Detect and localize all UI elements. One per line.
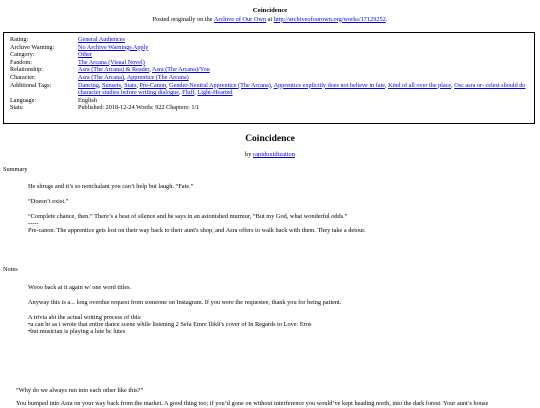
tag-link[interactable]: Pre-Canon <box>139 81 167 89</box>
body-paragraph: You bumped into Asra on your way back from the market. A good thing too; if you’d gone on without interference you would’ve kept heading north, into the dark forest. Your aunt’s house <box>16 400 489 407</box>
tag-link[interactable]: Apprentice explicitly does not believe in fate <box>273 81 385 89</box>
byline: by rapidoxidization <box>245 151 295 158</box>
tag-link[interactable]: Sunsets <box>102 81 121 89</box>
body-paragraph: “Why do we always run into each other like this?” <box>16 387 144 394</box>
summary-heading: Summary <box>3 166 28 173</box>
archive-link[interactable]: Archive of Our Own <box>213 15 267 23</box>
tag-link[interactable]: Gender-Neutral Apprentice (The Arcana) <box>169 81 271 89</box>
notes-bullet: •but musician is playing a lute bc lutes <box>28 328 126 335</box>
relationship-link[interactable]: Asra (The Arcana)/You <box>151 66 210 74</box>
meta-row-warning: Archive Warning: No Archive Warnings Apply <box>10 43 149 51</box>
meta-row-character: Character: Asra (The Arcana), Apprentice (The Arcana) <box>10 73 189 81</box>
warning-link[interactable]: No Archive Warnings Apply <box>78 43 149 51</box>
fandom-link[interactable]: The Arcana (Visual Novel) <box>78 58 145 66</box>
notes-paragraph: Anyway this is a... long overdue request from someone on Instagram. If you were the requestee, thank you for being patient. <box>28 299 342 306</box>
tag-link[interactable]: Light-Hearted <box>197 89 233 97</box>
meta-row-tags: Additional Tags: Dancing, Sunsets, Stars, Pre-Canon, Gender-Neutral Apprentice (The Arcana), Apprentice explicitly does not believe in fate, Kind of all over the place, Osc asra or- celest should do character studies before writing dialogue, Fluff, Light-Hearted <box>10 81 526 97</box>
rating-link[interactable]: General Audiences <box>78 36 125 43</box>
summary-paragraph: “Complete chance, then.” There’s a beat of silence and he says in an astonished murmur, “But my God, what wonderful odds.” <box>28 213 348 220</box>
meta-row-fandom: Fandom: The Arcana (Visual Novel) <box>10 58 145 66</box>
notes-paragraph: Wooo back at it again w/ one word titles. <box>28 284 132 291</box>
notes-heading: Notes <box>3 266 18 273</box>
category-link[interactable]: Other <box>78 51 93 59</box>
author-link[interactable]: rapidoxidization <box>253 151 295 158</box>
tag-link[interactable]: Stars <box>124 81 137 89</box>
stats-value: Published: 2018-12-24 Words: 922 Chapters: 1/1 <box>78 104 200 112</box>
character-link[interactable]: Apprentice (The Arcana) <box>126 73 189 81</box>
meta-row-language: Language: English <box>10 97 528 105</box>
notes-bullet: •u can hr as i wrote that entire dance scene while listening 2 Sefa Emre Ilikli's cover of In Regards to Love: Eros <box>28 321 312 328</box>
work-meta-box <box>3 32 535 124</box>
character-link[interactable]: Asra (The Arcana) <box>78 73 125 81</box>
tag-link[interactable]: Osc asra or- celest should do character studies before writing dialogue <box>78 81 526 97</box>
posted-line: Posted originally on the Archive of Our Own at http://archiveofourown.org/works/17129252. <box>152 15 388 23</box>
summary-paragraph: Pre-canon. The apprentice gets lost on their way back to their aunt's shop, and Asra offers to walk back with them. They take a detour. <box>28 227 366 234</box>
summary-divider: ----- <box>28 220 39 227</box>
export-title: Coincidence <box>252 7 288 14</box>
meta-row-relationship: Relationship: Asra (The Arcana) & Reader, Asra (The Arcana)/You <box>10 66 210 74</box>
work-url-link[interactable]: http://archiveofourown.org/works/17129252 <box>273 15 386 23</box>
tag-link[interactable]: Kind of all over the place <box>388 81 452 89</box>
meta-row-stats: Stats: Published: 2018-12-24 Words: 922 Chapters: 1/1 <box>10 104 528 112</box>
tag-link[interactable]: Fluff <box>182 89 195 97</box>
summary-paragraph: “Doesn’t exist.” <box>28 198 69 205</box>
language-value: English <box>78 96 97 104</box>
summary-paragraph: He shrugs and it’s so nonchalant you can’t help but laugh. “Fate.” <box>28 183 194 190</box>
export-header <box>0 0 540 24</box>
meta-row-rating: Rating: General Audiences <box>10 36 125 43</box>
relationship-link[interactable]: Asra (The Arcana) & Reader <box>78 66 150 74</box>
tag-link[interactable]: Dancing <box>78 81 99 89</box>
meta-row-category: Category: Other <box>10 51 93 59</box>
notes-paragraph: A trivia abt the actual writing process of this: <box>28 314 142 321</box>
work-title: Coincidence <box>245 134 295 144</box>
